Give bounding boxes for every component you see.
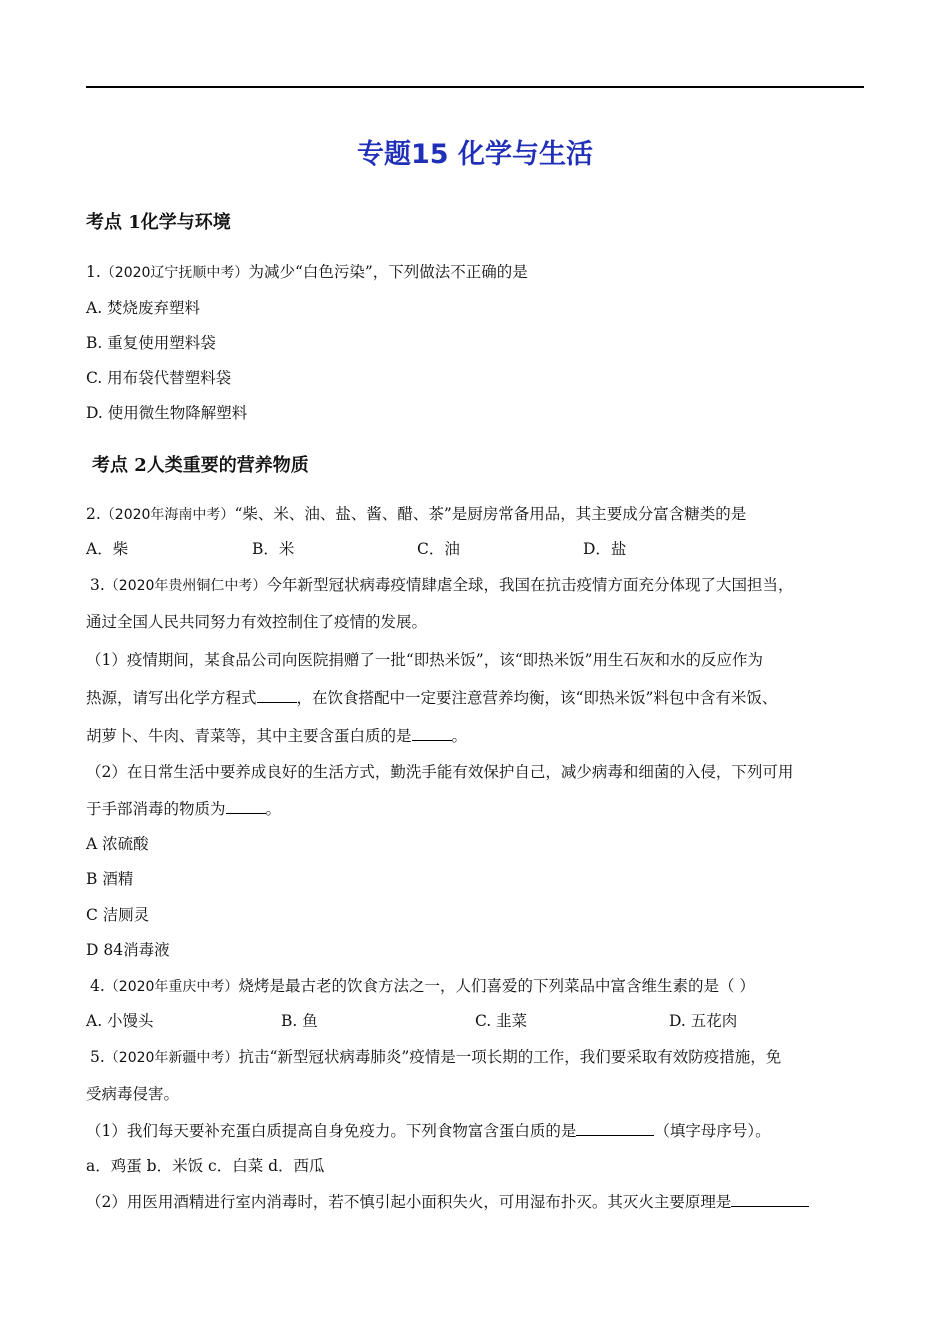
question-text: 为减少“白色污染”，下列做法不正确的是 bbox=[248, 263, 528, 281]
question-3-part1-line2: 热源，请写出化学方程式 ，在饮食搭配中一定要注意营养均衡，该“即热米饭”料包中含有米饭、 bbox=[86, 689, 778, 707]
question-5-stem-line2: 受病毒侵害。 bbox=[86, 1085, 180, 1103]
question-5-stem-line1 bbox=[90, 1047, 781, 1068]
question-2-option-d: D．盐 bbox=[583, 540, 627, 558]
question-3-part1-line1: （1）疫情期间，某食品公司向医院捐赠了一批“即热米饭”，该“即热米饭”用生石灰和水的反应作为 bbox=[86, 651, 764, 669]
question-3-option-c: C 洁厕灵 bbox=[86, 906, 150, 924]
question-3-stem-line1 bbox=[90, 575, 793, 596]
question-4-stem bbox=[90, 976, 755, 997]
question-2-option-b: B．米 bbox=[252, 540, 295, 558]
question-3-option-a: A 浓硫酸 bbox=[86, 835, 149, 853]
section-heading-2: 考点 2人类重要的营养物质 bbox=[92, 455, 309, 476]
question-2-option-c: C．油 bbox=[417, 540, 460, 558]
question-source: （2020年海南中考） bbox=[100, 507, 235, 523]
answer-blank[interactable] bbox=[412, 726, 452, 741]
question-3-part2-line1: （2）在日常生活中要养成良好的生活方式，勤洗手能有效保护自己，减少病毒和细菌的入侵，下列可用 bbox=[86, 763, 794, 781]
question-number: 2. bbox=[86, 505, 101, 523]
question-3-stem-line2: 通过全国人民共同努力有效控制住了疫情的发展。 bbox=[86, 613, 428, 631]
question-2-options bbox=[86, 539, 846, 561]
answer-blank[interactable] bbox=[576, 1121, 654, 1136]
question-3-part2-line2: 于手部消毒的物质为 。 bbox=[86, 800, 282, 818]
question-1-option-c: C. 用布袋代替塑料袋 bbox=[86, 369, 232, 387]
question-source: （2020年新疆中考） bbox=[104, 1050, 239, 1066]
question-4-option-c: C. 韭菜 bbox=[475, 1012, 528, 1030]
question-4-option-a: A. 小馒头 bbox=[86, 1012, 154, 1030]
question-1-option-a: A. 焚烧废弃塑料 bbox=[86, 299, 201, 317]
question-1-stem bbox=[86, 262, 528, 283]
answer-blank[interactable] bbox=[226, 799, 266, 814]
question-5-part2: （2）用医用酒精进行室内消毒时，若不慎引起小面积失火，可用湿布扑灭。其灭火主要原理是 bbox=[86, 1192, 809, 1212]
question-3-option-b: B 酒精 bbox=[86, 870, 134, 888]
question-text: 烧烤是最古老的饮食方法之一，人们喜爱的下列菜品中富含维生素的是（ ） bbox=[238, 977, 755, 995]
answer-blank[interactable] bbox=[257, 688, 297, 703]
question-number: 4. bbox=[90, 977, 105, 995]
question-2-option-a: A．柴 bbox=[86, 540, 129, 558]
question-text: 抗击“新型冠状病毒肺炎”疫情是一项长期的工作，我们要采取有效防疫措施，免 bbox=[238, 1048, 782, 1066]
question-4-option-d: D. 五花肉 bbox=[669, 1012, 738, 1030]
question-1-option-d: D. 使用微生物降解塑料 bbox=[86, 404, 248, 422]
question-number: 1. bbox=[86, 263, 101, 281]
question-text: “柴、米、油、盐、酱、醋、茶”是厨房常备用品，其主要成分富含糖类的是 bbox=[234, 505, 747, 523]
question-3-part1-line3: 胡萝卜、牛肉、青菜等，其中主要含蛋白质的是 。 bbox=[86, 727, 468, 745]
section-heading-1: 考点 1化学与环境 bbox=[86, 212, 231, 233]
question-source: （2020年贵州铜仁中考） bbox=[104, 578, 267, 594]
header-rule bbox=[86, 86, 864, 88]
question-5-part1-options: a．鸡蛋 b．米饭 c．白菜 d．西瓜 bbox=[86, 1157, 325, 1175]
question-2-stem bbox=[86, 504, 746, 525]
question-source: （2020辽宁抚顺中考） bbox=[100, 265, 249, 281]
question-3-option-d: D 84消毒液 bbox=[86, 941, 170, 959]
question-number: 5. bbox=[90, 1048, 105, 1066]
question-text: 今年新型冠状病毒疫情肆虐全球，我国在抗击疫情方面充分体现了大国担当， bbox=[266, 576, 794, 594]
question-5-part1: （1）我们每天要补充蛋白质提高自身免疫力。下列食物富含蛋白质的是 （填字母序号）。 bbox=[86, 1122, 771, 1140]
question-1-option-b: B. 重复使用塑料袋 bbox=[86, 334, 216, 352]
question-number: 3. bbox=[90, 576, 105, 594]
question-source: （2020年重庆中考） bbox=[104, 979, 239, 995]
question-4-option-b: B. 鱼 bbox=[281, 1012, 318, 1030]
answer-blank[interactable] bbox=[731, 1192, 809, 1207]
question-4-options bbox=[86, 1011, 846, 1033]
page-title: 专题15 化学与生活 bbox=[357, 139, 593, 170]
